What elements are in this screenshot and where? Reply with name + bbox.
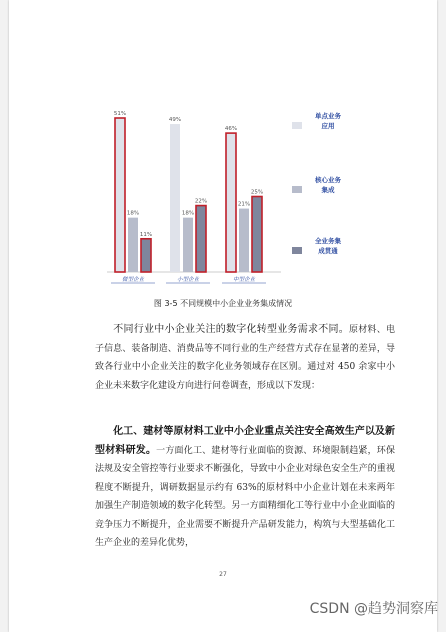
data-label-1-1: 18% bbox=[181, 210, 195, 217]
bar-2-2 bbox=[252, 197, 262, 272]
data-label-0-1: 18% bbox=[126, 210, 140, 217]
data-label-0-0: 51% bbox=[113, 111, 127, 117]
category-label-2: 中型企业 bbox=[232, 277, 256, 283]
figure-caption: 图 3-5 不同规模中小企业业务集成情况 bbox=[153, 299, 293, 308]
legend-label-0-line1: 单点业务 bbox=[315, 112, 341, 120]
data-label-1-2: 22% bbox=[194, 198, 208, 205]
paragraph-2-lead: 化工、建材等原材料工业中小企业重点关注安全高效生产以及新型材料研发。 bbox=[95, 426, 395, 456]
legend-label-1-line1: 核心业务 bbox=[315, 176, 341, 184]
bar-0-1 bbox=[128, 218, 138, 272]
paragraph-2 bbox=[95, 423, 395, 553]
data-label-1-0: 49% bbox=[168, 117, 182, 124]
legend-label-2-line1: 全业务集 bbox=[315, 237, 341, 245]
bar-chart bbox=[9, 0, 437, 300]
data-label-0-2: 11% bbox=[139, 231, 153, 238]
paragraph-1-lead: 不同行业中小企业关注的数字化转型业务需求不同。 bbox=[113, 324, 349, 335]
legend-label-2-line2: 成贯通 bbox=[318, 247, 338, 255]
paragraph-1-body: 原材料、电子信息、装备制造、消费品等不同行业的生产经营方式存在显著的差异，导致各行业中小企业关注的数字化业务领域存在区别。通过对 450 余家中小企业未来数字化建设方向进行问卷调查，形成以下发现： bbox=[95, 325, 395, 391]
legend-label-0-line2: 应用 bbox=[321, 122, 335, 130]
page-number: 27 bbox=[219, 571, 227, 578]
legend-swatch-1 bbox=[292, 186, 302, 193]
legend-swatch-2 bbox=[292, 247, 302, 254]
bar-0-0 bbox=[115, 118, 125, 272]
data-label-2-2: 25% bbox=[250, 189, 264, 196]
data-label-2-1: 21% bbox=[237, 201, 251, 208]
bar-1-0 bbox=[170, 124, 180, 272]
legend-swatch-0 bbox=[292, 122, 302, 129]
watermark: CSDN @趋势洞察库 bbox=[309, 601, 438, 617]
bar-2-0 bbox=[226, 133, 236, 272]
category-label-0: 微型企业 bbox=[121, 277, 145, 283]
bar-1-2 bbox=[196, 206, 206, 272]
document-page bbox=[9, 0, 437, 632]
legend-label-1-line2: 集成 bbox=[321, 186, 335, 194]
bar-2-1 bbox=[239, 209, 249, 272]
data-label-2-0: 46% bbox=[224, 126, 238, 133]
bar-0-2 bbox=[141, 239, 151, 272]
paragraph-2-body: 一方面化工、建材等行业面临的资源、环境限制趋紧，环保法规及安全管控等行业要求不断强化，导致中小企业对绿色安全生产的重视程度不断提升，调研数据显示约有 63%的原材料中小企业计划在未来两年加强生产制造领域的数字化转型。另一方面精细化工等行业中小企业面临的竞争压力不断提升，企业需要不断提升产品研发能力，构筑与大型基础化工生产企业的差异化优势， bbox=[95, 445, 395, 548]
paragraph-1 bbox=[95, 321, 395, 395]
category-label-1: 小型企业 bbox=[176, 277, 200, 283]
bar-1-1 bbox=[183, 218, 193, 272]
